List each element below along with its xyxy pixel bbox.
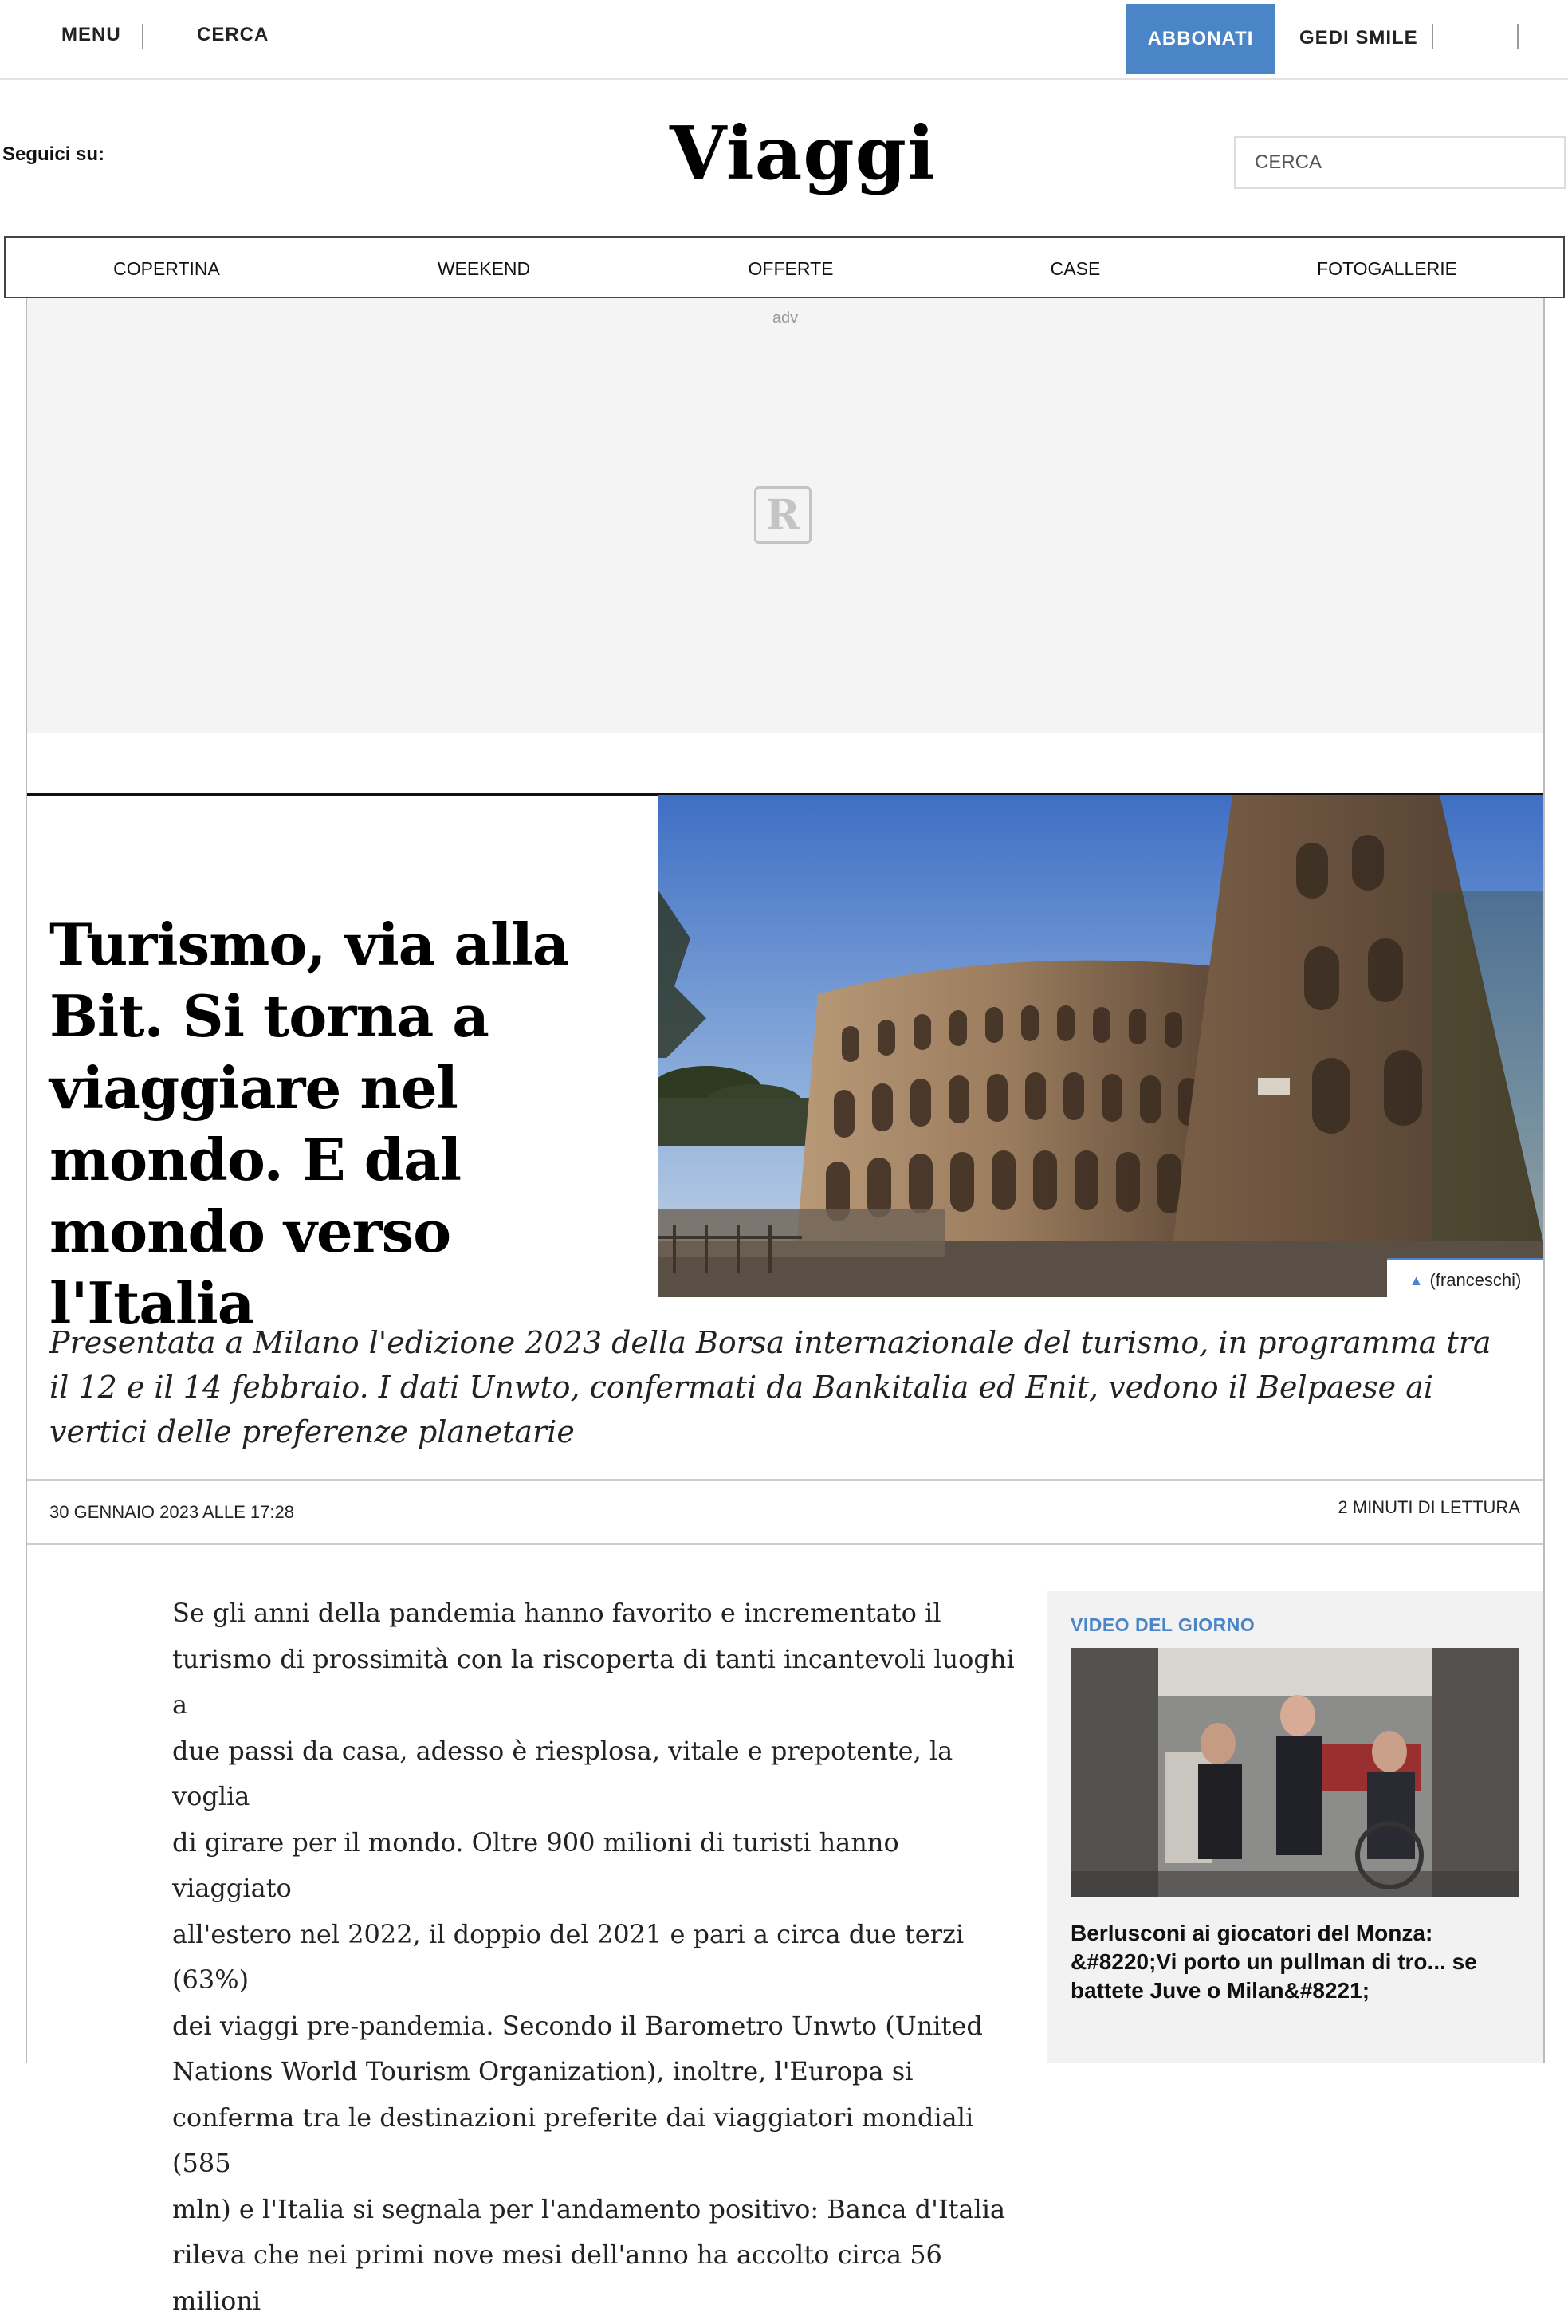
body-line: conferma tra le destinazioni preferite dai viaggiatori mondiali (585 xyxy=(172,2102,974,2178)
nav-item-offerte[interactable]: OFFERTE xyxy=(748,258,834,279)
search-input[interactable]: CERCA xyxy=(1234,136,1566,189)
body-line: di girare per il mondo. Oltre 900 milioni di turisti hanno viaggiato xyxy=(172,1827,899,1903)
publish-date: 30 GENNAIO 2023 ALLE 17:28 xyxy=(49,1502,294,1522)
photo-credit xyxy=(1387,1258,1543,1300)
frame-border-right xyxy=(1543,298,1545,2063)
nav-item-case[interactable]: CASE xyxy=(1050,258,1101,279)
body-line: turismo di prossimità con la riscoperta di tanti incantevoli luoghi a xyxy=(172,1643,1015,1720)
body-line: Se gli anni della pandemia hanno favorito e incrementato il xyxy=(172,1598,941,1628)
hero-image[interactable] xyxy=(658,795,1543,1297)
nav-item-copertina[interactable]: COPERTINA xyxy=(113,258,220,279)
reading-time: 2 MINUTI DI LETTURA xyxy=(1338,1497,1520,1517)
nav-item-fotogallerie[interactable]: FOTOGALLERIE xyxy=(1317,258,1457,279)
divider xyxy=(142,24,143,49)
video-still-illustration xyxy=(1071,1648,1519,1897)
video-thumbnail[interactable] xyxy=(1071,1648,1519,1897)
ad-slot[interactable] xyxy=(27,298,1543,733)
article-summary: Presentata a Milano l'edizione 2023 della Borsa internazionale del turismo, in programma tra il 12 e il 14 febbraio. I dati Unwto, confermati da Bankitalia ed Enit, vedono il Belpaese ai vertici delle preferenze planetarie xyxy=(49,1325,1491,1449)
top-search-button[interactable]: CERCA xyxy=(197,24,269,45)
top-bar xyxy=(0,0,1568,80)
follow-label: Seguici su: xyxy=(2,144,105,165)
article-title: Turismo, via alla Bit. Si torna a viaggiare nel mondo. E dal mondo verso l'Italia xyxy=(49,910,569,1337)
section-nav xyxy=(4,236,1565,298)
divider xyxy=(1432,24,1433,49)
menu-button[interactable]: MENU xyxy=(61,24,121,45)
subscribe-button[interactable]: ABBONATI xyxy=(1126,4,1275,74)
divider xyxy=(1517,24,1519,49)
body-line: Nations World Tourism Organization), inoltre, l'Europa si xyxy=(172,2056,914,2086)
photo-credit-text: (franceschi) xyxy=(1429,1270,1522,1290)
body-line: dei viaggi pre-pandemia. Secondo il Barometro Unwto (United xyxy=(172,2010,983,2041)
triangle-up-icon: ▲ xyxy=(1409,1272,1424,1288)
site-logo[interactable]: Viaggi xyxy=(670,110,936,196)
video-section-label: VIDEO DEL GIORNO xyxy=(1071,1614,1256,1635)
divider xyxy=(27,1543,1543,1545)
body-line: mln) e l'Italia si segnala per l'andamento positivo: Banca d'Italia xyxy=(172,2193,1006,2224)
article-body xyxy=(172,1591,1025,2324)
video-of-the-day xyxy=(1047,1591,1543,2063)
gedi-smile-link[interactable]: GEDI SMILE xyxy=(1299,27,1418,49)
body-line: rileva che nei primi nove mesi dell'anno ha accolto circa 56 milioni xyxy=(172,2239,942,2316)
ad-placeholder-logo: R xyxy=(754,486,812,544)
divider xyxy=(27,1479,1543,1481)
body-line: due passi da casa, adesso è riesplosa, vitale e prepotente, la voglia xyxy=(172,1735,953,1811)
body-line: all'estero nel 2022, il doppio del 2021 e pari a circa due terzi (63%) xyxy=(172,1918,965,1995)
nav-item-weekend[interactable]: WEEKEND xyxy=(437,258,531,279)
ad-label: adv xyxy=(772,309,799,327)
video-title[interactable]: Berlusconi ai giocatori del Monza: &#8220;Vi porto un pullman di tro... se battete Juve o Milan&#8221; xyxy=(1071,1921,1477,2003)
colosseum-illustration xyxy=(658,795,1543,1297)
